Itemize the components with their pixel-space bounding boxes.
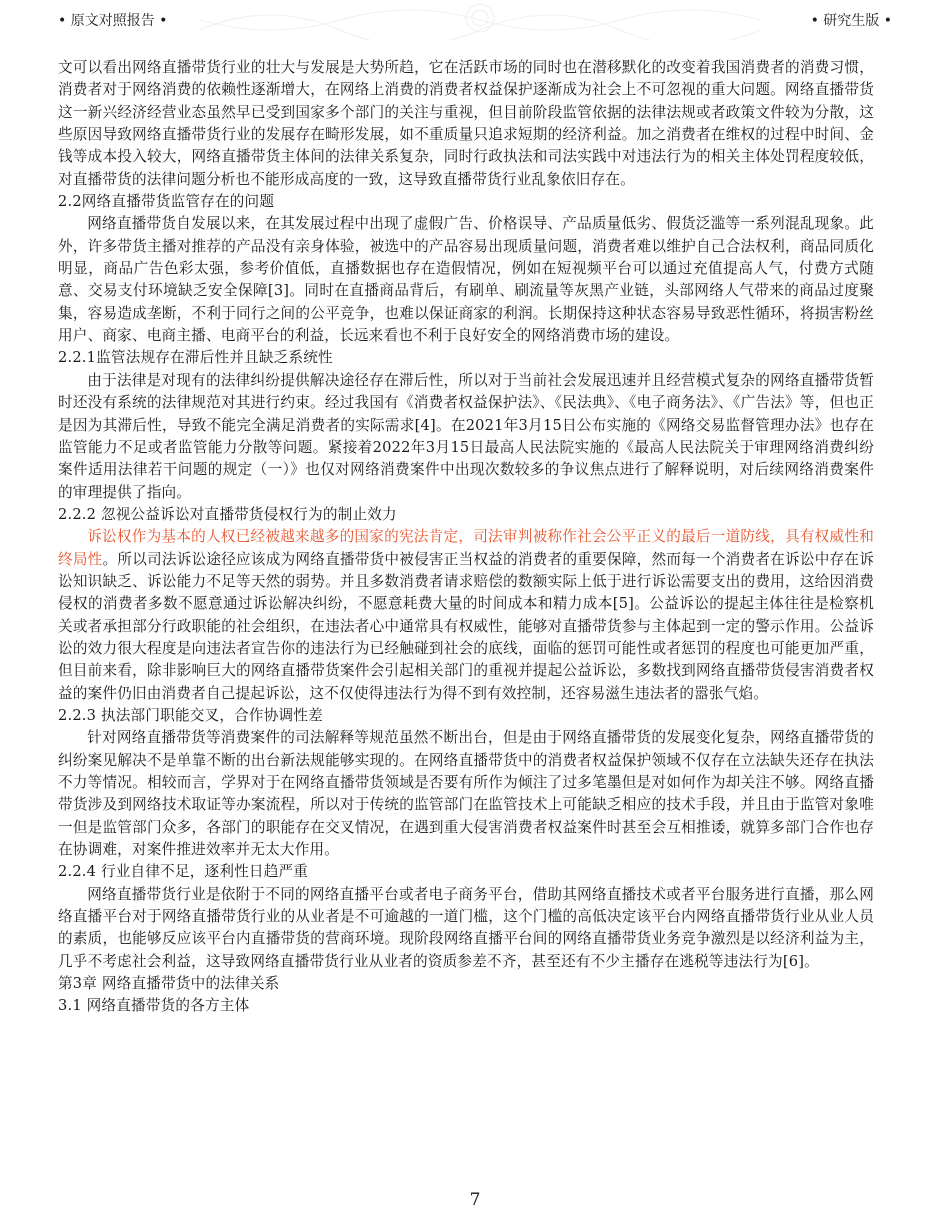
paragraph-2-2-2: [58, 526, 874, 705]
header-left-label: • 原文对照报告 •: [58, 13, 168, 29]
section-heading-2-2-4: 2.2.4 行业自律不足，逐利性日趋严重: [58, 863, 309, 881]
paragraph-2-2-2-rest: 。所以司法诉讼途径应该成为网络直播带货中被侵害正当权益的消费者的重要保障，然而每一个消费者在诉讼中存在诉讼知识缺乏、诉讼能力不足等天然的弱势。并且多数消费者请求赔偿的数额实际上低于进行诉讼需要支出的费用，这给因消费侵权的消费者多数不愿意通过诉讼解决纠纷，不愿意耗费大量的时间成本和精力成本[5]。公益诉讼的提起主体往往是检察机关或者承担部分行政职能的社会组织，在违法者心中通常具有权威性，能够对直播带货参与主体起到一定的警示作用。公益诉讼的效力很大程度是向违法者宣告你的违法行为已经触碰到社会的底线，面临的惩罚可能性或者惩罚的程度也可能更加严重，但目前来看，除非影响巨大的网络直播带货案件会引起相关部门的重视并提起公益诉讼，多数找到网络直播带货侵害消费者权益的案件仍旧由消费者自己提起诉讼，这不仅使得违法行为得不到有效控制，还容易滋生违法者的嚣张气焰。: [58, 550, 874, 702]
paragraph-2-2: 网络直播带货自发展以来，在其发展过程中出现了虚假广告、价格误导、产品质量低劣、假货泛滥等一系列混乱现象。此外，许多带货主播对推荐的产品没有亲身体验，被选中的产品容易出现质量问题，消费者难以维护自己合法权利，商品同质化明显，商品广告色彩太强，参考价值低，直播数据也存在造假情况，例如在短视频平台可以通过充值提高人气，付费方式随意、交易支付环境缺乏安全保障[3]。同时在直播商品背后，有刷单、刷流量等灰黑产业链，头部网络人气带来的商品过度聚集，容易造成垄断，不利于同行之间的公平竞争，也难以保证商家的利润。长期保持这种状态容易导致恶性循环，将损害粉丝用户、商家、电商主播、电商平台的利益，长远来看也不利于良好安全的网络消费市场的建设。: [58, 215, 874, 345]
paragraph-2-2-4: 网络直播带货行业是依附于不同的网络直播平台或者电子商务平台，借助其网络直播技术或者平台服务进行直播，那么网络直播平台对于网络直播带货行业的从业者是不可逾越的一道门槛，这个门槛的高低决定该平台内网络直播带货行业从业人员的素质，也能够反应该平台内直播带货的营商环境。现阶段网络直播平台间的网络直播带货业务竞争激烈是以经济利益为主，几乎不考虑社会利益，这导致网络直播带货行业从业者的资质参差不齐，甚至还有不少主播存在逃税等违法行为[6]。: [58, 885, 874, 970]
section-heading-2-2-2: 2.2.2 忽视公益诉讼对直播带货侵权行为的制止效力: [58, 505, 397, 523]
header-right-label: • 研究生版 •: [810, 13, 892, 29]
section-heading-2-2-3: 2.2.3 执法部门职能交叉，合作协调性差: [58, 706, 323, 724]
highlighted-text: 诉讼权作为基本的人权已经被越来越多的国家的宪法肯定，司法审判被称作社会公平正义的最后一道防线，具有权威性和终局性: [58, 528, 874, 568]
section-heading-3-1: 3.1 网络直播带货的各方主体: [58, 997, 250, 1015]
body-text: [58, 57, 874, 1018]
page-number: 7: [469, 1190, 481, 1210]
paragraph-2-2-3: 针对网络直播带货等消费案件的司法解释等规范虽然不断出台，但是由于网络直播带货的发展变化复杂，网络直播带货的纠纷案见解决不是单靠不断的出台新法规能够实现的。在网络直播带货中的消费者权益保护领域不仅存在立法缺失还存在执法不力等情况。相较而言，学界对于在网络直播带货领域是否要有所作为倾注了过多笔墨但是对如何作为却关注不够。网络直播带货涉及到网络技术取证等办案流程，所以对于传统的监管部门在监管技术上可能缺乏相应的技术手段，并且由于监管对象唯一但是监管部门众多，各部门的职能存在交叉情况，在遇到重大侵害消费者权益案件时甚至会互相推诿，就算多部门合作也存在协调难，对案件推进效率并无太大作用。: [58, 729, 874, 859]
chapter-heading-3: 第3章 网络直播带货中的法律关系: [58, 975, 280, 993]
paragraph-intro: 文可以看出网络直播带货行业的壮大与发展是大势所趋，它在活跃市场的同时也在潜移默化的改变着我国消费者的消费习惯，消费者对于网络消费的依赖性逐渐增大，在网络上消费的消费者权益保护逐渐成为社会上不可忽视的重大问题。网络直播带货这一新兴经济经营业态虽然早已受到国家多个部门的关注与重视，但目前阶段监管依据的法律法规或者政策文件较为分散，这些原因导致网络直播带货行业的发展存在畸形发展，如不重质量只追求短期的经济利益。加之消费者在维权的过程中时间、金钱等成本投入较大，网络直播带货主体间的法律关系复杂，同时行政执法和司法实践中对违法行为的相关主体处罚程度较低，对直播带货的法律问题分析也不能形成高度的一致，这导致直播带货行业乱象依旧存在。: [58, 59, 874, 188]
section-heading-2-2: 2.2网络直播带货监管存在的问题: [58, 193, 275, 211]
page-header: [58, 10, 892, 32]
paragraph-2-2-1: 由于法律是对现有的法律纠纷提供解决途径存在滞后性，所以对于当前社会发展迅速并且经营模式复杂的网络直播带货暂时还没有系统的法律规范对其进行约束。经过我国有《消费者权益保护法》、《民法典》、《电子商务法》、《广告法》等，但也正是因为其滞后性，导致不能完全满足消费者的实际需求[4]。在2021年3月15日公布实施的《网络交易监督管理办法》也存在监管能力不足或者监管能力分散等问题。紧接着2022年3月15日最高人民法院实施的《最高人民法院关于审理网络消费纠纷案件适用法律若干问题的规定（一）》也仅对网络消费案件中出现次数较多的争议焦点进行了解释说明，对后续网络消费案件的审理提供了指向。: [58, 371, 874, 501]
section-heading-2-2-1: 2.2.1监管法规存在滞后性并且缺乏系统性: [58, 349, 333, 367]
